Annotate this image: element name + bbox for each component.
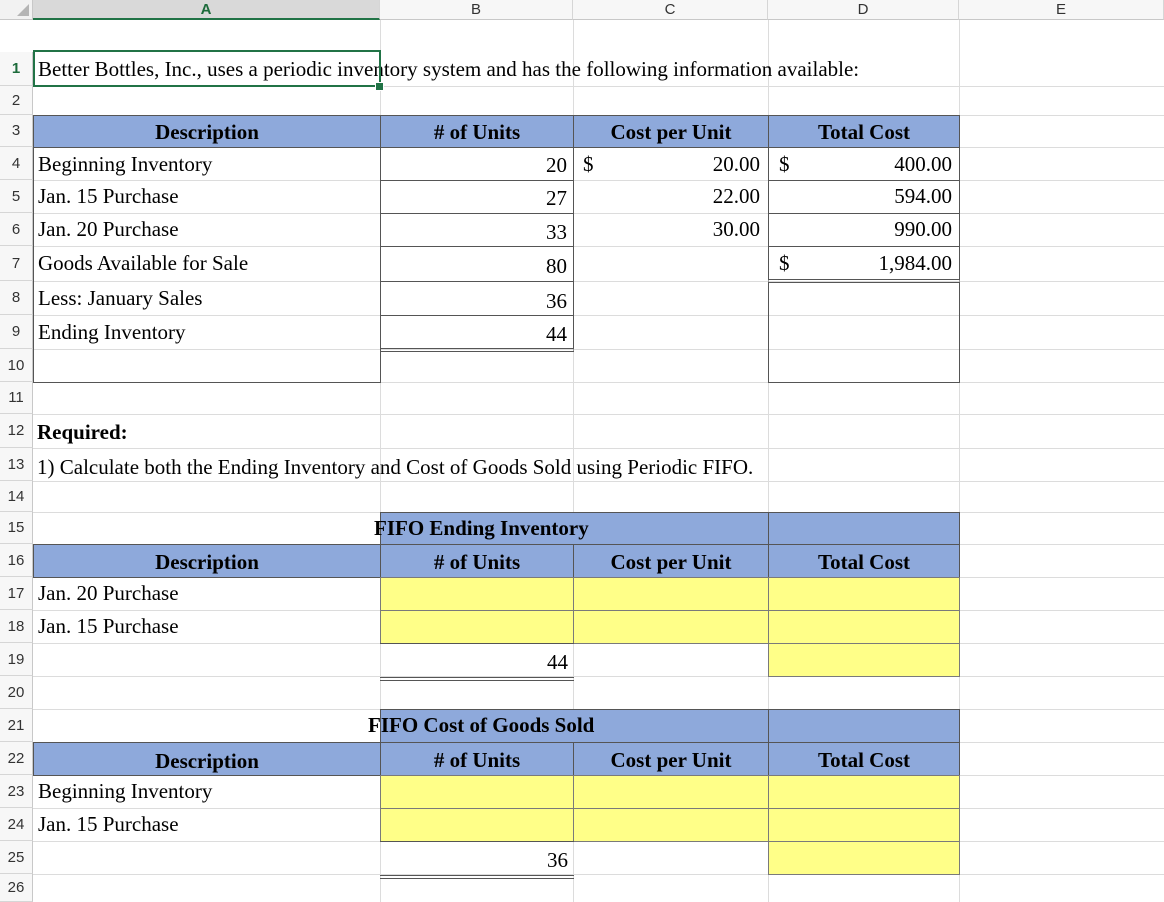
fifo-cogs-grand-total-input[interactable] [768, 841, 960, 875]
row-number: 4 [11, 155, 21, 172]
row-number: 24 [7, 816, 25, 833]
info-total[interactable]: 400.00 [894, 152, 952, 176]
fifo-cogs-desc[interactable]: Beginning Inventory [38, 779, 213, 803]
info-units[interactable]: 27 [380, 180, 574, 214]
fifo-ei-total-input[interactable] [768, 610, 960, 644]
info-cost[interactable]: 20.00 [712, 152, 760, 176]
info-total[interactable]: 594.00 [894, 184, 952, 208]
fifo-ei-total-input[interactable] [768, 577, 960, 611]
info-desc[interactable]: Goods Available for Sale [38, 251, 249, 275]
row-number: 2 [11, 92, 21, 109]
select-all-corner[interactable] [0, 0, 33, 20]
fifo-cogs-cost-input[interactable] [573, 775, 769, 809]
fifo-cogs-header-description[interactable]: Description [33, 742, 381, 776]
gridline [33, 481, 1164, 482]
intro-text[interactable]: Better Bottles, Inc., uses a periodic inventory system and has the following information available: [38, 57, 860, 81]
info-header-cost[interactable]: Cost per Unit [573, 115, 769, 148]
row-header[interactable] [0, 775, 33, 808]
row-number: 3 [11, 122, 21, 139]
row-header[interactable] [0, 841, 33, 874]
fifo-cogs-units-input[interactable] [380, 808, 574, 842]
row-number: 16 [7, 552, 25, 569]
column-header-c[interactable]: C [573, 0, 768, 20]
row-header[interactable] [0, 213, 33, 246]
row-number: 8 [11, 289, 21, 306]
fifo-cogs-desc[interactable]: Jan. 15 Purchase [38, 812, 179, 836]
info-desc[interactable]: Jan. 15 Purchase [38, 184, 179, 208]
fifo-ei-desc[interactable]: Jan. 15 Purchase [38, 614, 179, 638]
fifo-cogs-total-input[interactable] [768, 775, 960, 809]
info-desc[interactable]: Ending Inventory [38, 320, 186, 344]
fifo-cogs-header-total[interactable]: Total Cost [768, 742, 960, 776]
fifo-ei-header-cost[interactable]: Cost per Unit [573, 544, 769, 578]
column-header-a[interactable]: A [33, 0, 380, 20]
info-total[interactable]: 990.00 [894, 217, 952, 241]
select-all-icon [17, 4, 29, 16]
info-units[interactable]: 36 [380, 281, 574, 316]
info-cost-currency[interactable]: $ [583, 152, 594, 176]
fifo-ei-units-total[interactable]: 44 [380, 643, 574, 681]
fifo-ei-grand-total-input[interactable] [768, 643, 960, 677]
fifo-ei-desc[interactable]: Jan. 20 Purchase [38, 581, 179, 605]
info-header-description[interactable]: Description [33, 115, 381, 148]
row-header[interactable] [0, 382, 33, 414]
row-number: 20 [7, 684, 25, 701]
column-header-b[interactable]: B [380, 0, 573, 20]
row-number: 19 [7, 651, 25, 668]
row-number: 18 [7, 618, 25, 635]
fifo-ei-header-units[interactable]: # of Units [380, 544, 574, 578]
info-total[interactable]: 1,984.00 [878, 251, 952, 275]
row-number: 9 [11, 323, 21, 340]
row-number: 15 [7, 519, 25, 536]
info-total-currency[interactable]: $ [779, 152, 790, 176]
row-header[interactable] [0, 676, 33, 709]
question-text[interactable]: 1) Calculate both the Ending Inventory and Cost of Goods Sold using Periodic FIFO. [37, 455, 754, 479]
column-header-e[interactable]: E [959, 0, 1164, 20]
info-cost[interactable]: 22.00 [712, 184, 760, 208]
row-header[interactable] [0, 246, 33, 281]
info-units[interactable]: 80 [380, 246, 574, 282]
fifo-ei-title-right [768, 512, 960, 545]
row-number: 26 [7, 879, 25, 896]
row-number: 22 [7, 750, 25, 767]
fifo-ei-header-description[interactable]: Description [33, 544, 381, 578]
fifo-cogs-units-total[interactable]: 36 [380, 841, 574, 879]
info-units[interactable]: 44 [380, 315, 574, 352]
fifo-cogs-title-right [768, 709, 960, 743]
info-units[interactable]: 33 [380, 213, 574, 247]
row-header[interactable] [0, 180, 33, 213]
row-header[interactable] [0, 115, 33, 147]
total-cost-box[interactable] [768, 282, 960, 383]
row-number: 7 [11, 255, 21, 272]
row-number: 11 [8, 389, 24, 406]
gridline [33, 676, 1164, 677]
row-number: 12 [7, 422, 25, 439]
info-header-units[interactable]: # of Units [380, 115, 574, 148]
row-number: 23 [7, 783, 25, 800]
row-number: 10 [7, 357, 25, 374]
fifo-ei-units-input[interactable] [380, 610, 574, 644]
row-number: 6 [11, 221, 21, 238]
fifo-cogs-title[interactable]: FIFO Cost of Goods Sold [368, 713, 595, 737]
row-header[interactable] [0, 52, 33, 86]
gridline [33, 414, 1164, 415]
row-header[interactable] [0, 481, 33, 512]
info-header-total[interactable]: Total Cost [768, 115, 960, 148]
fifo-cogs-header-cost[interactable]: Cost per Unit [573, 742, 769, 776]
info-desc[interactable]: Jan. 20 Purchase [38, 217, 179, 241]
fifo-cogs-total-input[interactable] [768, 808, 960, 842]
row-number: 21 [7, 717, 25, 734]
active-cell-a1[interactable] [33, 50, 381, 87]
info-units[interactable]: 20 [380, 147, 574, 181]
row-header[interactable] [0, 147, 33, 180]
row-header[interactable] [0, 512, 33, 544]
row-number: 5 [11, 188, 21, 205]
row-header[interactable] [0, 544, 33, 577]
gridline [33, 874, 1164, 875]
fifo-ei-cost-input[interactable] [573, 610, 769, 644]
info-total-currency[interactable]: $ [779, 251, 790, 275]
description-box [33, 147, 381, 383]
fill-handle[interactable] [375, 82, 384, 91]
fifo-cogs-cost-input[interactable] [573, 808, 769, 842]
row-header[interactable] [0, 709, 33, 742]
info-cost[interactable]: 30.00 [712, 217, 760, 241]
row-header[interactable] [0, 742, 33, 775]
row-header[interactable] [0, 349, 33, 382]
row-header[interactable] [0, 315, 33, 349]
fifo-cogs-header-units[interactable]: # of Units [380, 742, 574, 776]
row-header[interactable] [0, 86, 33, 115]
fifo-ei-header-total[interactable]: Total Cost [768, 544, 960, 578]
row-header[interactable] [0, 610, 33, 643]
row-header[interactable] [0, 643, 33, 676]
row-header[interactable] [0, 874, 33, 902]
row-number: 1 [11, 60, 21, 77]
row-header[interactable] [0, 414, 33, 448]
row-number: 14 [7, 488, 25, 505]
info-desc[interactable]: Beginning Inventory [38, 152, 213, 176]
row-header[interactable] [0, 577, 33, 610]
row-number: 17 [7, 585, 25, 602]
info-desc[interactable]: Less: January Sales [38, 286, 203, 310]
row-header[interactable] [0, 808, 33, 841]
required-label[interactable]: Required: [37, 420, 128, 444]
row-header[interactable] [0, 448, 33, 481]
row-header[interactable] [0, 281, 33, 315]
column-header-d[interactable]: D [768, 0, 959, 20]
row-number: 25 [7, 849, 25, 866]
fifo-ei-title[interactable]: FIFO Ending Inventory [374, 516, 589, 540]
row-number: 13 [7, 456, 25, 473]
fifo-cogs-units-input[interactable] [380, 775, 574, 809]
fifo-ei-cost-input[interactable] [573, 577, 769, 611]
fifo-ei-units-input[interactable] [380, 577, 574, 611]
